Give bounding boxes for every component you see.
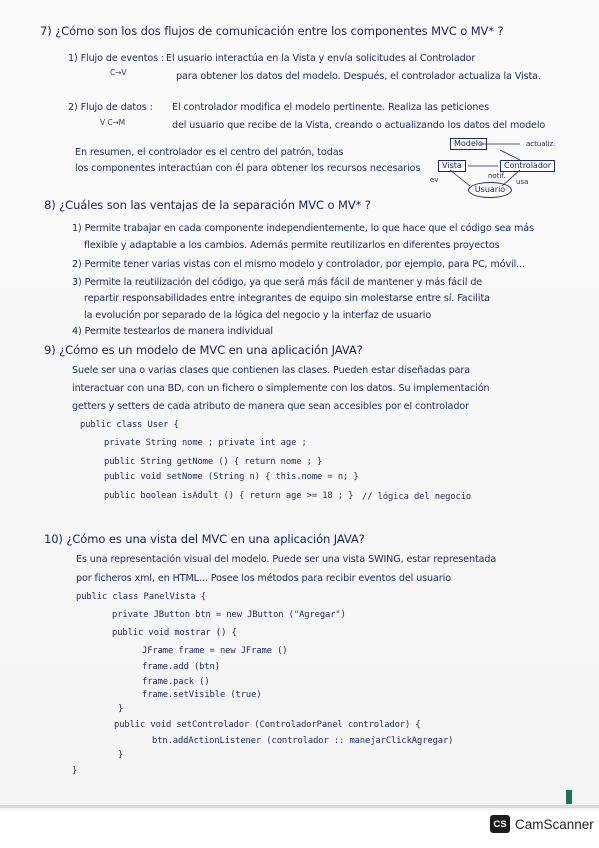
page-edge: [0, 805, 599, 808]
q10-code-line6: frame.pack (): [142, 677, 210, 687]
q10-code-line9: public void setControlador (ControladorPanel controlador) {: [114, 720, 421, 730]
q10-code-line5: frame.add (btn): [142, 662, 220, 672]
q7-flow2-line2: del usuario que recibe de la Vista, creando o actualizando los datos del modelo: [172, 120, 546, 131]
q8-item3-line3: la evolución por separado de la lógica del negocio y la interfaz de usuario: [84, 310, 432, 321]
q7-summary-line2: los componentes interactúan con él para obtener los recursos necesarios: [75, 163, 421, 174]
page-corner-mark: [566, 790, 572, 804]
q10-code-line1: public class PanelVista {: [76, 592, 206, 602]
q10-code-line8: }: [118, 704, 124, 714]
q10-title: 10) ¿Cómo es una vista del MVC en una aplicación JAVA?: [44, 532, 365, 546]
q7-flow2-line1: El controlador modifica el modelo pertinente. Realiza las peticiones: [172, 102, 489, 113]
diagram-label-usa: usa: [516, 178, 529, 186]
q10-code-line12: }: [72, 766, 78, 776]
q7-flow1-sub: C→V: [110, 68, 127, 77]
q8-item2: 2) Permite tener varias vistas con el mismo modelo y controlador, por ejemplo, para PC, móvil...: [72, 259, 526, 270]
q9-code-comment: // lógica del negocio: [362, 492, 472, 502]
diagram-usuario-ellipse: Usuario: [468, 182, 512, 198]
q9-code-line5: public boolean isAdult () { return age >= 18 ; }: [104, 491, 354, 501]
q8-item1-line2: flexible y adaptable a los cambios. Además permite reutilizarlos en diferentes proyectos: [84, 240, 500, 251]
q10-code-line3: public void mostrar () {: [112, 628, 237, 638]
q9-code-line2: private String nome ; private int age ;: [104, 438, 307, 448]
q9-line3: getters y setters de cada atributo de manera que sean accesibles por el controlador: [72, 401, 469, 412]
q7-flow1-line2: para obtener los datos del modelo. Después, el controlador actualiza la Vista.: [176, 71, 541, 82]
q7-summary-line1: En resumen, el controlador es el centro del patrón, todas: [75, 147, 344, 158]
q9-title: 9) ¿Cómo es un modelo de MVC en una aplicación JAVA?: [44, 343, 363, 357]
q8-title: 8) ¿Cuáles son las ventajas de la separación MVC o MV* ?: [44, 198, 371, 212]
diagram-modelo-box: Modelo: [450, 138, 487, 150]
camscanner-logo-icon: CS: [490, 815, 510, 833]
q7-flow1-line1: El usuario interactúa en la Vista y envía solicitudes al Controlador: [166, 53, 476, 64]
camscanner-name: CamScanner: [515, 816, 594, 832]
q10-code-line2: private JButton btn = new JButton ("Agregar"): [112, 610, 346, 620]
camscanner-watermark: [490, 814, 594, 834]
q10-code-line7: frame.setVisible (true): [142, 690, 262, 700]
diagram-label-act: actualiz.: [526, 140, 556, 148]
diagram-label-notif: notif.: [488, 172, 506, 180]
mvc-diagram: [430, 136, 590, 206]
q7-flow2-label: 2) Flujo de datos :: [68, 102, 153, 113]
q8-item1-line1: 1) Permite trabajar en cada componente independientemente, lo que hace que el código sea más: [72, 223, 534, 234]
q10-line2: por ficheros xml, en HTML... Posee los métodos para recibir eventos del usuario: [76, 573, 451, 584]
diagram-vista-box: Vista: [438, 160, 466, 172]
q10-code-line11: }: [118, 750, 124, 760]
q9-code-line4: public void setNome (String n) { this.nome = n; }: [104, 472, 359, 482]
diagram-controlador-box: Controlador: [500, 160, 555, 172]
q9-code-line1: public class User {: [80, 420, 179, 430]
q8-item3-line2: repartir responsabilidades entre integrantes de equipo sin molestarse entre sí. Facilita: [84, 293, 490, 304]
q7-title: 7) ¿Cómo son los dos flujos de comunicación entre los componentes MVC o MV* ?: [40, 24, 504, 38]
q10-line1: Es una representación visual del modelo. Puede ser una vista SWING, estar representada: [76, 554, 497, 565]
q10-code-line4: JFrame frame = new JFrame (): [142, 646, 288, 656]
q9-line2: interactuar con una BD, con un fichero o simplemente con los datos. Su implementación: [72, 383, 490, 394]
q9-code-line3: public String getNome () { return nome ; }: [104, 457, 323, 467]
q8-item4: 4) Permite testearlos de manera individual: [72, 326, 273, 337]
q10-code-line10: btn.addActionListener (controlador :: manejarClickAgregar): [152, 736, 454, 746]
q7-flow2-sub: V C→M: [100, 118, 126, 127]
q7-flow1-label: 1) Flujo de eventos :: [68, 53, 165, 64]
q9-line1: Suele ser una o varias clases que contienen las clases. Pueden estar diseñadas para: [72, 365, 471, 376]
q8-item3-line1: 3) Permite la reutilización del código, ya que será más fácil de mantener y más fácil de: [72, 277, 483, 288]
diagram-label-event: ev: [430, 176, 439, 184]
